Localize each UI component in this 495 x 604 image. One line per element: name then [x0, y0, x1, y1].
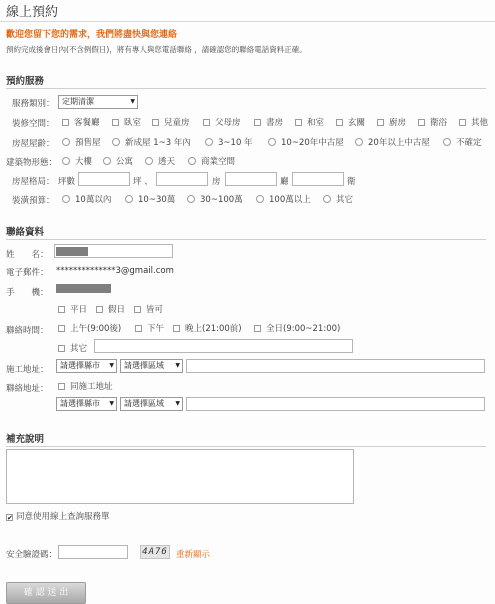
building-commercial[interactable]: 商業空間: [188, 155, 235, 167]
layout-label: 房屋格局：: [12, 177, 55, 187]
page-title: 線上預約: [6, 5, 59, 20]
house-age-20-plus[interactable]: 20年以上中古屋: [355, 136, 430, 148]
building-townhouse[interactable]: 透天: [145, 155, 175, 167]
contact-other-input[interactable]: [94, 339, 353, 353]
email-label: 電子郵件：: [6, 268, 49, 278]
space-option-entrance[interactable]: 玄關: [336, 116, 365, 128]
chevron-down-icon: ▼: [109, 362, 114, 369]
phone-label: 手 機：: [6, 288, 49, 298]
space-option-other[interactable]: 其他: [459, 116, 488, 128]
captcha-reload-link[interactable]: 重新顯示: [176, 550, 211, 560]
name-label: 姓 名：: [6, 250, 49, 260]
layout-halls-label: 廳: [280, 177, 289, 187]
space-option-tatami[interactable]: 和室: [295, 116, 324, 128]
chevron-down-icon: ▼: [109, 400, 114, 407]
layout-area-label: 坪數: [58, 177, 76, 187]
name-redaction: [56, 247, 88, 256]
house-age-presale[interactable]: 預售屋: [62, 136, 101, 148]
building-type-label: 建築物形態：: [6, 158, 58, 168]
extra-section-heading: 補充說明: [6, 434, 45, 445]
space-option-living[interactable]: 客餐廳: [62, 116, 100, 128]
space-label: 裝修空間：: [12, 119, 55, 129]
house-age-new[interactable]: 新成屋 1~3 年內: [112, 136, 191, 148]
space-option-bedroom[interactable]: 臥室: [112, 116, 141, 128]
house-age-label: 房屋屋齡：: [12, 139, 55, 149]
contact-slot-evening[interactable]: 晚上(21:00前): [173, 322, 242, 334]
budget-10-30[interactable]: 10~30萬: [125, 193, 175, 205]
space-option-study[interactable]: 書房: [254, 116, 283, 128]
welcome-notice: 歡迎您留下您的需求，我們將盡快與您連絡: [6, 30, 178, 40]
email-value: **************3@gmail.com: [56, 266, 174, 276]
site-address-input[interactable]: [186, 359, 485, 373]
captcha-image: 4A76: [140, 545, 170, 559]
captcha-input[interactable]: [58, 545, 128, 559]
budget-over-100[interactable]: 100萬以上: [256, 193, 311, 205]
site-address-label: 施工地址：: [6, 365, 49, 375]
site-city-select[interactable]: 請選擇縣市 ▼: [56, 359, 117, 373]
contact-address-input[interactable]: [186, 397, 485, 411]
house-age-10-20[interactable]: 10~20年中古屋: [268, 136, 344, 148]
contact-day-any[interactable]: 皆可: [134, 303, 163, 315]
layout-baths-input[interactable]: [292, 172, 344, 186]
layout-rooms-input[interactable]: [156, 172, 208, 186]
chevron-down-icon: ▼: [130, 98, 135, 105]
budget-label: 裝潢預算：: [12, 196, 55, 206]
layout-area-input[interactable]: [78, 172, 130, 186]
contact-section-heading: 聯絡資料: [6, 227, 45, 238]
contact-time-label: 聯絡時間：: [6, 326, 49, 336]
contact-slot-other[interactable]: 其它: [58, 342, 87, 354]
contact-city-select[interactable]: 請選擇縣市 ▼: [56, 397, 117, 411]
phone-redaction: [56, 284, 111, 293]
building-apartment[interactable]: 公寓: [103, 155, 133, 167]
notes-textarea[interactable]: [6, 449, 354, 504]
checkmark-icon: [6, 514, 13, 521]
house-age-3-10[interactable]: 3~10 年: [205, 136, 253, 148]
captcha-label: 安全驗證碼：: [6, 550, 58, 560]
contact-day-weekday[interactable]: 平日: [58, 303, 87, 315]
title-divider: [0, 21, 495, 22]
booking-section-heading: 預約服務: [6, 76, 45, 87]
contact-district-select[interactable]: 請選擇區域 ▼: [120, 397, 183, 411]
layout-baths-label: 衛: [347, 177, 356, 187]
space-option-bathroom[interactable]: 衛浴: [418, 116, 447, 128]
booking-section-divider: [6, 88, 486, 89]
building-tower[interactable]: 大樓: [62, 155, 92, 167]
space-option-kids[interactable]: 兒童房: [152, 116, 190, 128]
budget-other[interactable]: 其它: [323, 193, 353, 205]
same-as-site-checkbox[interactable]: 同施工地址: [58, 380, 113, 392]
chevron-down-icon: ▼: [175, 362, 180, 369]
contact-section-divider: [6, 239, 486, 240]
space-option-kitchen[interactable]: 廚房: [377, 116, 406, 128]
site-district-select[interactable]: 請選擇區域 ▼: [120, 359, 183, 373]
extra-section-divider: [6, 446, 486, 447]
chevron-down-icon: ▼: [175, 400, 180, 407]
contact-day-holiday[interactable]: 假日: [96, 303, 125, 315]
service-type-value: 定期清潔: [62, 97, 94, 106]
contact-slot-morning[interactable]: 上午(9:00後): [58, 322, 121, 334]
budget-30-100[interactable]: 30~100萬: [187, 193, 243, 205]
service-type-select[interactable]: [58, 95, 138, 109]
house-age-unsure[interactable]: 不確定: [443, 136, 482, 148]
layout-ping-label: 坪 、: [133, 177, 153, 187]
contact-slot-afternoon[interactable]: 下午: [135, 322, 164, 334]
booking-subnotice: 預約完成後會日內(不含例假日)，將有專人與您電話聯絡 ，請確認您的聯絡電話資料正確。: [6, 45, 307, 54]
layout-halls-input[interactable]: [225, 172, 277, 186]
contact-address-label: 聯絡地址：: [6, 384, 49, 394]
agree-checkbox[interactable]: ✔同意使用線上查詢服務單: [6, 510, 110, 522]
budget-under-10[interactable]: 10萬以內: [62, 193, 111, 205]
layout-rooms-label: 房: [212, 177, 221, 187]
contact-slot-allday[interactable]: 全日(9:00~21:00): [254, 322, 340, 334]
space-option-parents[interactable]: 父母房: [203, 116, 241, 128]
submit-button[interactable]: 確 認 送 出: [6, 582, 86, 604]
service-type-label: 服務類別：: [12, 99, 55, 109]
